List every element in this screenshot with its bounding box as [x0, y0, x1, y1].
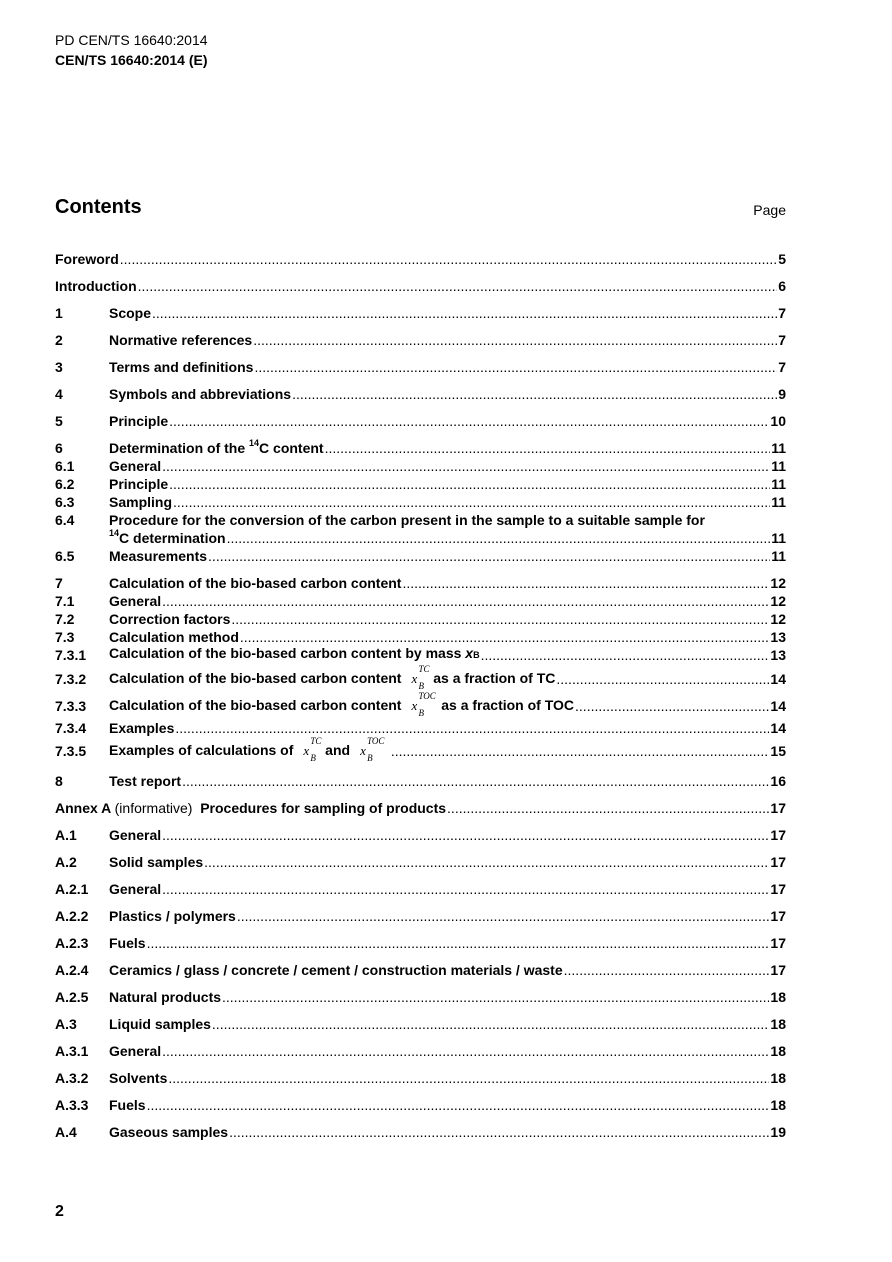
leader-dots — [564, 961, 770, 979]
toc-page-number: 12 — [770, 611, 786, 627]
math-superscript: TOC — [367, 736, 385, 746]
toc-entry-title: Calculation of the bio-based carbon content — [109, 575, 402, 591]
toc-page-number: 17 — [770, 962, 786, 978]
toc-entry-4[interactable] — [55, 385, 786, 403]
toc-entry-6-3[interactable] — [55, 493, 786, 511]
toc-entry-title: General — [109, 827, 162, 843]
title-part: as a fraction of TOC — [441, 697, 575, 713]
toc-section-number: A.2.5 — [55, 989, 89, 1005]
toc-page-number: 11 — [771, 530, 786, 546]
toc-entry-6-1[interactable] — [55, 457, 786, 475]
title-part: Calculation of the bio-based carbon content — [109, 670, 402, 686]
toc-entry-a-2-1[interactable] — [55, 880, 786, 898]
toc-page-number: 17 — [770, 854, 786, 870]
toc-section-number: A.2.2 — [55, 908, 89, 924]
subscript: B — [473, 650, 480, 660]
toc-entry-1[interactable] — [55, 304, 786, 322]
math-subscript: B — [418, 708, 424, 718]
leader-dots — [325, 439, 771, 457]
toc-page-number: 18 — [770, 989, 786, 1005]
toc-entry-7[interactable] — [55, 574, 786, 592]
title-part: as a fraction of TC — [433, 670, 556, 686]
toc-entry-title — [109, 736, 390, 763]
toc-entry-2[interactable] — [55, 331, 786, 349]
toc-entry-6-4-continued[interactable] — [55, 529, 786, 547]
toc-section-number: A.2 — [55, 854, 77, 870]
toc-section-number: A.3.1 — [55, 1043, 89, 1059]
leader-dots — [481, 646, 770, 664]
title-part: and — [325, 742, 351, 758]
toc-section-number: A.2.3 — [55, 935, 89, 951]
leader-dots — [237, 907, 770, 925]
leader-dots — [292, 385, 777, 403]
leader-dots — [162, 592, 769, 610]
toc-entry-title: Solvents — [109, 1070, 168, 1086]
leader-dots — [182, 772, 769, 790]
toc-entry-title-line1: Procedure for the conversion of the carbon present in the sample to a suitable sample for — [109, 512, 705, 528]
leader-dots — [204, 853, 769, 871]
annex-label: Annex A — [55, 800, 111, 816]
toc-entry-6[interactable] — [55, 439, 786, 457]
toc-page-number: 14 — [770, 720, 786, 736]
title-part: C determination — [119, 530, 226, 546]
leader-dots — [138, 277, 778, 295]
toc-section-number: 7.3.1 — [55, 647, 87, 663]
toc-entry-7-3-2[interactable] — [55, 664, 786, 691]
toc-page-number: 13 — [770, 647, 786, 663]
toc-section-number: 7.3 — [55, 629, 75, 645]
toc-page-number: 11 — [771, 548, 786, 564]
leader-dots — [173, 493, 770, 511]
toc-page-number: 17 — [770, 827, 786, 843]
toc-entry-7-3-4[interactable] — [55, 719, 786, 737]
toc-entry-title: Gaseous samples — [109, 1124, 229, 1140]
toc-entry-title: Fuels — [109, 1097, 146, 1113]
toc-page-number: 11 — [771, 440, 786, 456]
toc-entry-title — [55, 799, 446, 817]
toc-entry-title: General — [109, 881, 162, 897]
math-expression — [360, 736, 385, 763]
toc-page-number: 11 — [771, 458, 786, 474]
page-number: 2 — [55, 1203, 64, 1220]
toc-entry-title: Introduction — [55, 278, 137, 294]
toc-page-number: 19 — [770, 1124, 786, 1140]
title-part: Calculation of the bio-based carbon content — [109, 697, 402, 713]
toc-section-number: 7.3.3 — [55, 698, 87, 714]
toc-section-number: A.1 — [55, 827, 77, 843]
toc-section-number: 6.3 — [55, 494, 75, 510]
toc-entry-a-3-1[interactable] — [55, 1042, 786, 1060]
toc-page-number: 16 — [770, 773, 786, 789]
toc-entry-7-3-5[interactable] — [55, 736, 786, 763]
toc-entry-title: Foreword — [55, 251, 119, 267]
toc-entry-title: Scope — [109, 305, 152, 321]
toc-entry-a-3-3[interactable] — [55, 1096, 786, 1114]
toc-page-number: 11 — [771, 476, 786, 492]
math-base: x — [411, 698, 418, 713]
toc-page-number: 11 — [771, 494, 786, 510]
leader-dots — [575, 697, 769, 715]
toc-entry-a-2-2[interactable] — [55, 907, 786, 925]
leader-dots — [556, 670, 769, 688]
toc-page-number: 9 — [778, 386, 786, 402]
math-variable: x — [465, 645, 474, 661]
toc-entry-title: Test report — [109, 773, 182, 789]
toc-page-number: 17 — [770, 881, 786, 897]
toc-entry-a-3[interactable] — [55, 1015, 786, 1033]
toc-entry-a-1[interactable] — [55, 826, 786, 844]
math-subscript: B — [310, 753, 316, 763]
leader-dots — [169, 412, 769, 430]
toc-entry-5[interactable] — [55, 412, 786, 430]
toc-section-number: 3 — [55, 359, 63, 375]
math-subscript: B — [367, 753, 373, 763]
toc-entry-title: Fuels — [109, 935, 146, 951]
toc-entry-title — [109, 664, 556, 691]
toc-page-number: 18 — [770, 1043, 786, 1059]
leader-dots — [229, 1123, 769, 1141]
toc-page-number: 7 — [778, 305, 786, 321]
math-expression — [303, 736, 322, 763]
math-expression — [411, 664, 430, 691]
toc-page-number: 7 — [778, 359, 786, 375]
leader-dots — [168, 1069, 769, 1087]
toc-page-number: 6 — [778, 278, 786, 294]
toc-page-number: 12 — [770, 575, 786, 591]
toc-page-number: 18 — [770, 1070, 786, 1086]
toc-section-number: A.3 — [55, 1016, 77, 1032]
toc-section-number: 5 — [55, 413, 63, 429]
leader-dots — [253, 331, 777, 349]
toc-entry-7-3-3[interactable] — [55, 691, 786, 718]
superscript: 14 — [249, 438, 260, 448]
toc-section-number: 6 — [55, 440, 63, 456]
toc-entry-title: Examples — [109, 720, 175, 736]
toc-page-number: 17 — [770, 908, 786, 924]
toc-entry-3[interactable] — [55, 358, 786, 376]
leader-dots — [447, 799, 769, 817]
toc-entry-a-2-5[interactable] — [55, 988, 786, 1006]
toc-entry-title: Plastics / polymers — [109, 908, 236, 924]
math-subscript: B — [418, 681, 424, 691]
math-expression — [411, 691, 436, 718]
toc-entry-title — [109, 691, 575, 718]
leader-dots — [391, 742, 770, 760]
leader-dots — [162, 457, 770, 475]
math-base: x — [360, 743, 366, 758]
toc-entry-foreword[interactable] — [55, 250, 786, 268]
toc-entry-title: Terms and definitions — [109, 359, 254, 375]
toc-entry-6-5[interactable] — [55, 547, 786, 565]
toc-page-number: 14 — [770, 698, 786, 714]
title-part: C content — [259, 440, 324, 456]
toc-entry-title: General — [109, 593, 162, 609]
leader-dots — [222, 988, 769, 1006]
toc-entry-6-2[interactable] — [55, 475, 786, 493]
toc-section-number: 2 — [55, 332, 63, 348]
math-base: x — [303, 743, 310, 758]
annex-title: Procedures for sampling of products — [200, 800, 447, 816]
toc-entry-a-2[interactable] — [55, 853, 786, 871]
document-id-header: PD CEN/TS 16640:2014 — [55, 32, 208, 48]
toc-entry-title: Ceramics / glass / concrete / cement / construction materials / waste — [109, 962, 563, 978]
title-part: Examples of calculations of — [109, 742, 294, 758]
leader-dots — [120, 250, 777, 268]
toc-page-number: 13 — [770, 629, 786, 645]
toc-section-number: A.2.1 — [55, 881, 89, 897]
page-column-label: Page — [753, 202, 786, 218]
toc-entry-title: Calculation method — [109, 629, 239, 645]
toc-page-number: 17 — [770, 800, 786, 816]
toc-section-number: 7.3.4 — [55, 720, 87, 736]
toc-section-number: 7.2 — [55, 611, 75, 627]
leader-dots — [169, 475, 770, 493]
leader-dots — [175, 719, 769, 737]
toc-section-number: 1 — [55, 305, 63, 321]
toc-entry-title: General — [109, 1043, 162, 1059]
toc-section-number: 7.3.5 — [55, 743, 87, 759]
toc-section-number: 6.1 — [55, 458, 75, 474]
toc-section-number: 8 — [55, 773, 63, 789]
toc-entry-title: Principle — [109, 476, 169, 492]
toc-entry-7-2[interactable] — [55, 610, 786, 628]
toc-entry-title: Natural products — [109, 989, 222, 1005]
math-superscript: TOC — [418, 691, 436, 701]
toc-entry-7-1[interactable] — [55, 592, 786, 610]
leader-dots — [162, 1042, 769, 1060]
toc-entry-title: Correction factors — [109, 611, 231, 627]
math-superscript: TC — [310, 736, 322, 746]
superscript: 14 — [109, 528, 120, 538]
toc-section-number: A.4 — [55, 1124, 77, 1140]
toc-page-number: 18 — [770, 1016, 786, 1032]
toc-entry-introduction[interactable] — [55, 277, 786, 295]
leader-dots — [152, 304, 777, 322]
leader-dots — [212, 1015, 770, 1033]
toc-entry-title: Principle — [109, 413, 169, 429]
toc-entry-title: Sampling — [109, 494, 173, 510]
toc-section-number: 6.5 — [55, 548, 75, 564]
standard-id-header: CEN/TS 16640:2014 (E) — [55, 52, 208, 68]
toc-page-number: 5 — [778, 251, 786, 267]
contents-title: Contents — [55, 196, 142, 218]
title-part: Determination of the — [109, 440, 250, 456]
leader-dots — [147, 934, 770, 952]
toc-page-number: 14 — [770, 671, 786, 687]
toc-section-number: A.2.4 — [55, 962, 89, 978]
leader-dots — [162, 826, 769, 844]
toc-entry-title: Symbols and abbreviations — [109, 386, 292, 402]
toc-section-number: A.3.3 — [55, 1097, 89, 1113]
toc-section-number: A.3.2 — [55, 1070, 89, 1086]
toc-entry-a-2-4[interactable] — [55, 961, 786, 979]
toc-entry-a-2-3[interactable] — [55, 934, 786, 952]
toc-page-number: 15 — [770, 743, 786, 759]
toc-section-number: 4 — [55, 386, 63, 402]
toc-page-number: 17 — [770, 935, 786, 951]
toc-entry-title: General — [109, 458, 162, 474]
toc-page-number: 10 — [770, 413, 786, 429]
toc-entry-annex-a[interactable] — [55, 799, 786, 817]
math-superscript: TC — [418, 664, 430, 674]
leader-dots — [147, 1096, 770, 1114]
toc-section-number: 7 — [55, 575, 63, 591]
toc-entry-title: Normative references — [109, 332, 253, 348]
toc-entry-title-line2 — [109, 524, 226, 547]
math-base: x — [411, 671, 418, 686]
title-part: Calculation of the bio-based carbon content by mass — [109, 645, 466, 661]
toc-entry-title: Solid samples — [109, 854, 204, 870]
toc-section-number: 6.2 — [55, 476, 75, 492]
toc-entry-8[interactable] — [55, 772, 786, 790]
toc-page-number: 7 — [778, 332, 786, 348]
leader-dots — [231, 610, 769, 628]
leader-dots — [227, 529, 771, 547]
toc-entry-a-4[interactable] — [55, 1123, 786, 1141]
toc-page-number: 18 — [770, 1097, 786, 1113]
toc-section-number: 7.3.2 — [55, 671, 87, 687]
leader-dots — [254, 358, 777, 376]
toc-entry-title: Measurements — [109, 548, 208, 564]
leader-dots — [208, 547, 770, 565]
toc-entry-a-3-2[interactable] — [55, 1069, 786, 1087]
annex-info: (informative) — [114, 800, 193, 816]
leader-dots — [162, 880, 769, 898]
toc-entry-title — [109, 434, 324, 457]
toc-entry-title: Liquid samples — [109, 1016, 211, 1032]
toc-section-number: 7.1 — [55, 593, 75, 609]
toc-page-number: 12 — [770, 593, 786, 609]
leader-dots — [402, 574, 769, 592]
toc-section-number: 6.4 — [55, 512, 75, 528]
